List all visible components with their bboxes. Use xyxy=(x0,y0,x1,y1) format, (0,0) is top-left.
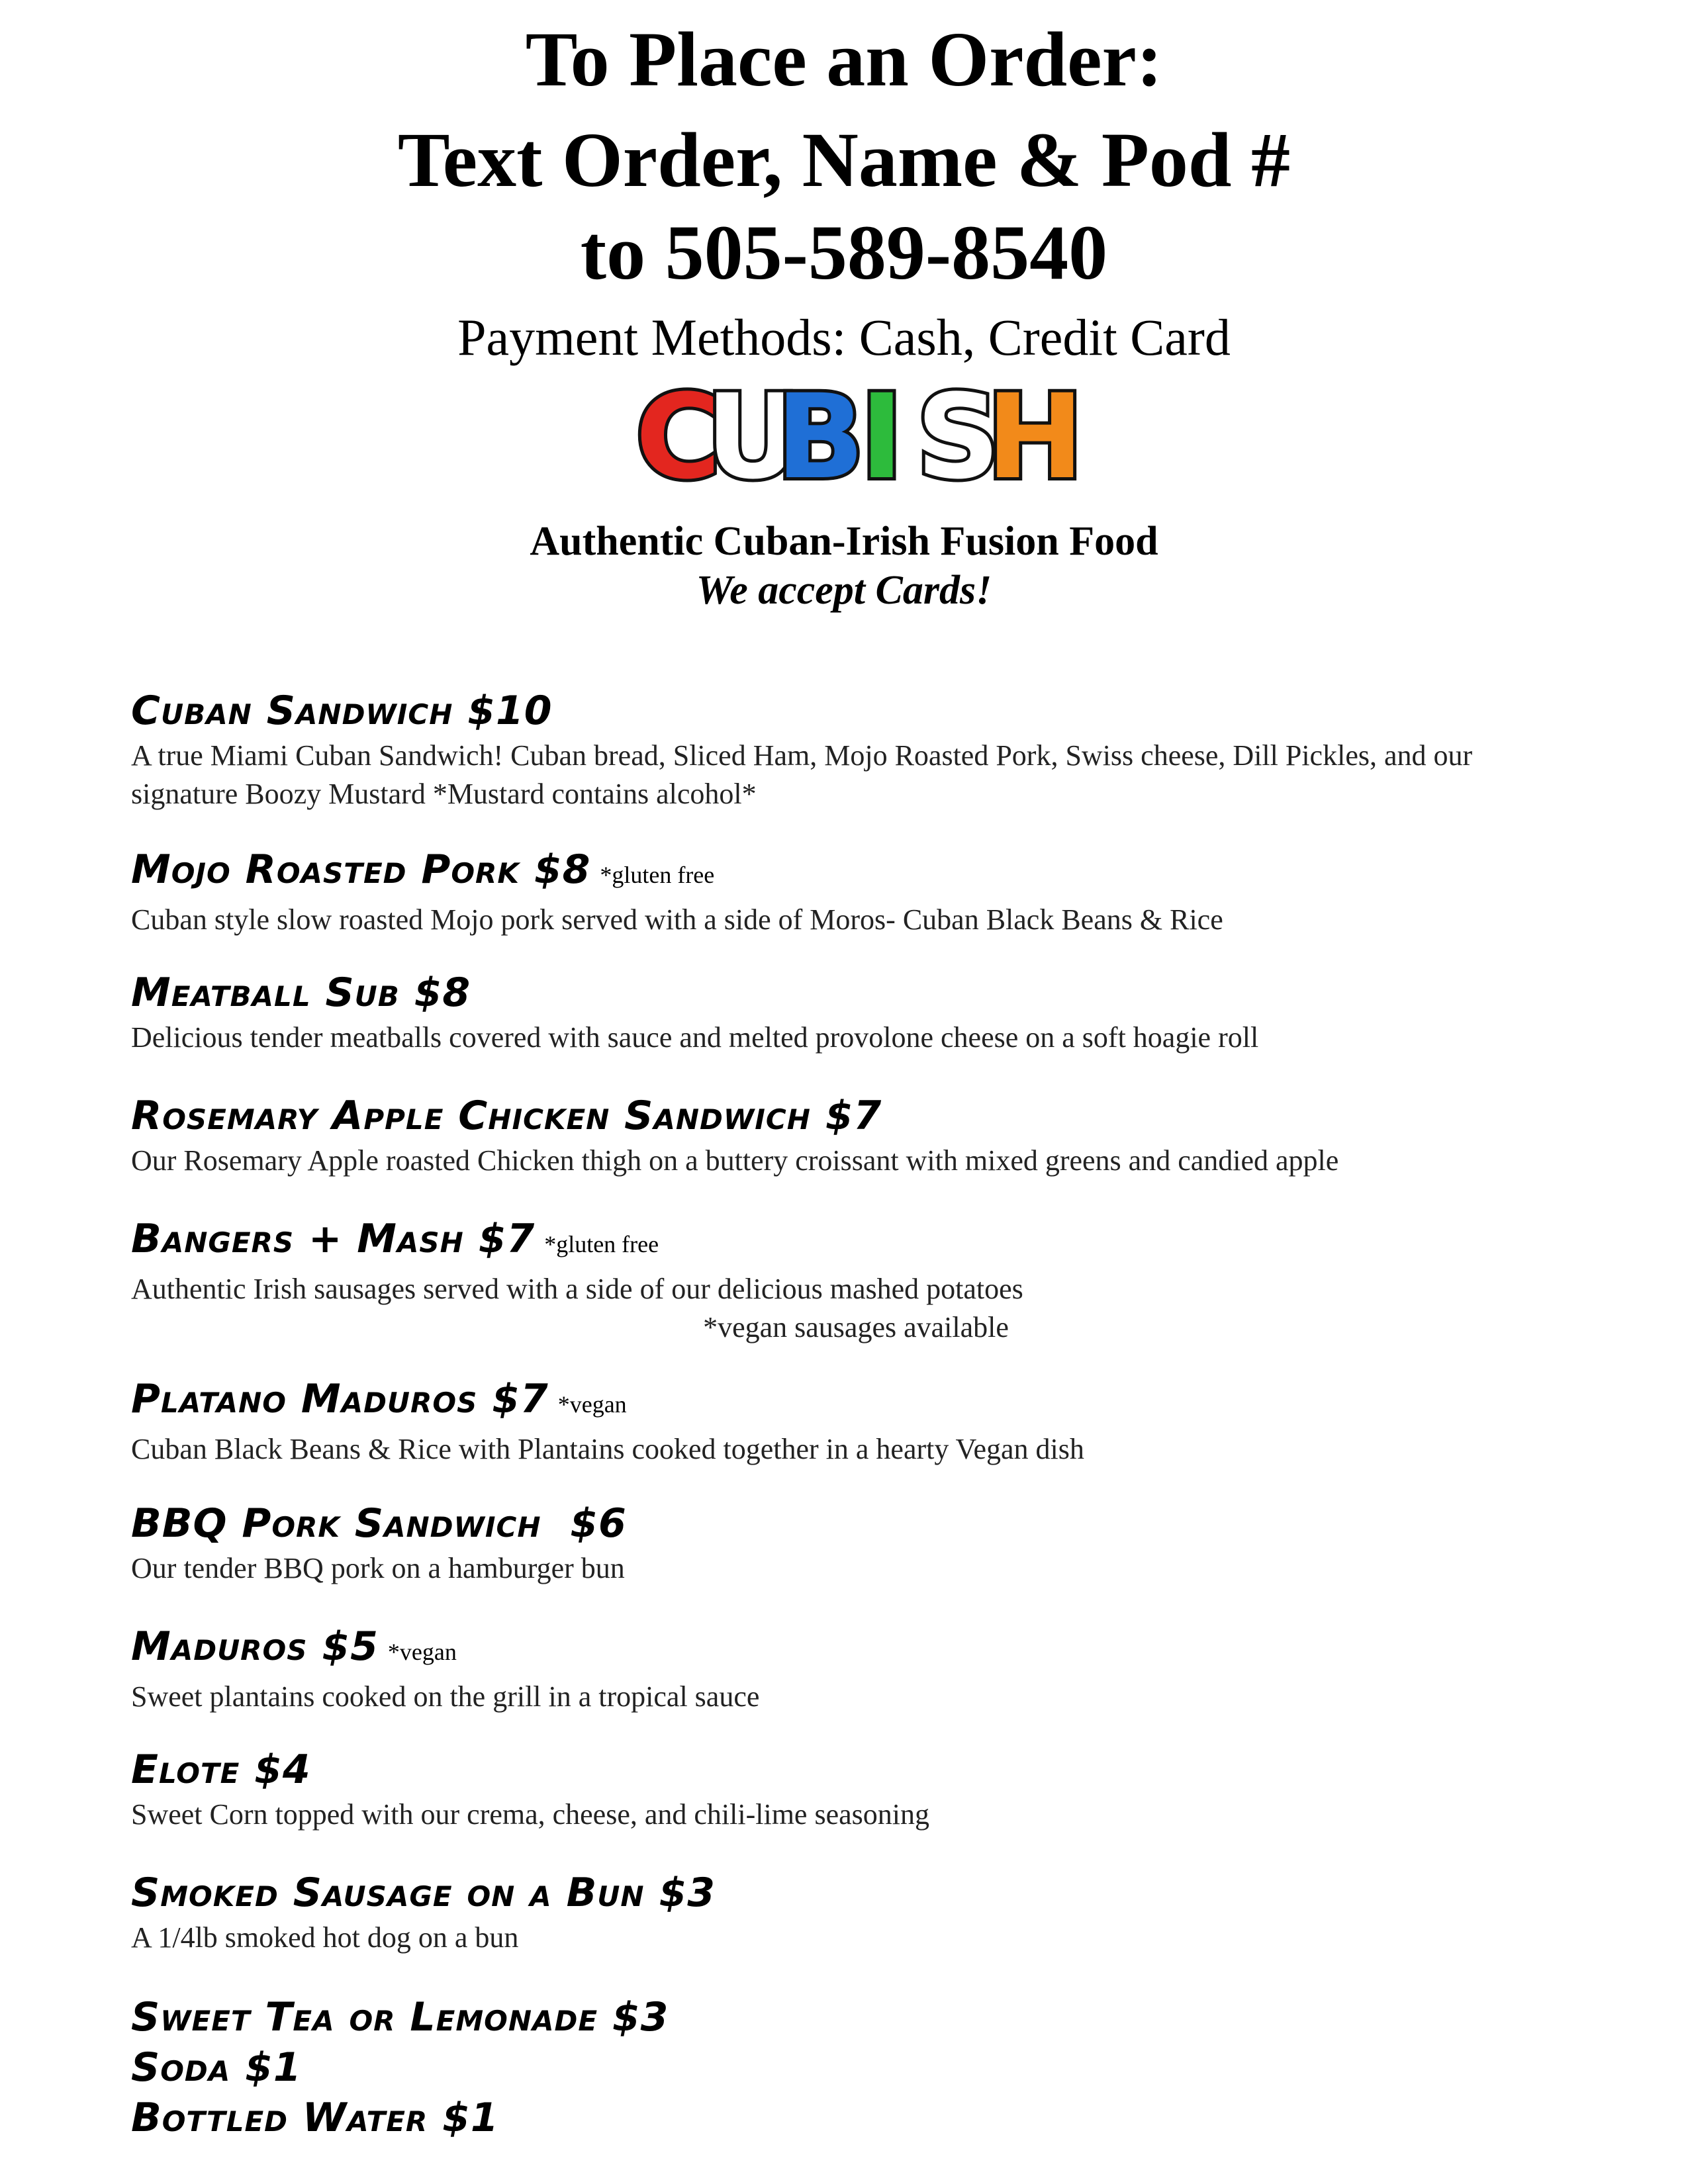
menu-item-maduros xyxy=(131,1621,1614,1715)
menu-item-description-2: *vegan sausages available xyxy=(703,1311,1009,1343)
menu-item-rosemary-apple-chicken xyxy=(131,1091,1614,1179)
logo-letter-h: H xyxy=(986,369,1084,505)
menu-item-title: Meatball Sub $8 xyxy=(131,970,471,1016)
menu-item-title: Elote $4 xyxy=(131,1747,311,1793)
menu-item-title: Bangers + Mash $7 xyxy=(131,1216,536,1262)
drink-item: Sweet Tea or Lemonade $3 xyxy=(131,1994,669,2040)
menu-item-description: Our tender BBQ pork on a hamburger bun xyxy=(131,1552,625,1584)
menu-item-title: BBQ Pork Sandwich $6 xyxy=(131,1500,627,1547)
menu-item-bangers-mash xyxy=(131,1214,1614,1346)
dietary-note: *vegan xyxy=(387,1639,457,1665)
drink-item: Bottled Water $1 xyxy=(131,2095,499,2141)
menu-item-description: Cuban Black Beans & Rice with Plantains cooked together in a hearty Vegan dish xyxy=(131,1433,1084,1465)
menu-item-description: Our Rosemary Apple roasted Chicken thigh on a buttery croissant with mixed greens and candied apple xyxy=(131,1144,1339,1177)
menu-item-elote xyxy=(131,1745,1614,1833)
logo-letter-b: B xyxy=(776,369,865,505)
logo-letter-s: S xyxy=(916,369,1000,505)
menu-item-description: A 1/4lb smoked hot dog on a bun xyxy=(131,1921,519,1954)
menu-item-platano-maduros xyxy=(131,1374,1614,1468)
drinks-list xyxy=(131,1992,1614,2143)
cubish-logo xyxy=(626,369,1084,505)
menu-item-description-2: signature Boozy Mustard *Mustard contains alcohol* xyxy=(131,778,757,810)
cards-accepted-note: We accept Cards! xyxy=(696,568,992,613)
menu-item-title: Cuban Sandwich $10 xyxy=(131,688,553,734)
menu-item-smoked-sausage xyxy=(131,1868,1614,1956)
menu-item-cuban-sandwich xyxy=(131,686,1614,813)
logo-letter-c: C xyxy=(635,369,722,505)
logo-letter-i: I xyxy=(860,369,904,505)
menu-item-description: Sweet plantains cooked on the grill in a tropical sauce xyxy=(131,1680,760,1713)
menu-item-description: A true Miami Cuban Sandwich! Cuban bread, Sliced Ham, Mojo Roasted Pork, Swiss cheese, Dill Pickles, and our xyxy=(131,739,1473,772)
menu-item-meatball-sub xyxy=(131,968,1614,1056)
menu-item-title: Smoked Sausage on a Bun $3 xyxy=(131,1870,716,1916)
menu-item-description: Delicious tender meatballs covered with sauce and melted provolone cheese on a soft hoagie roll xyxy=(131,1021,1259,1054)
tagline: Authentic Cuban-Irish Fusion Food xyxy=(530,519,1158,564)
order-heading: To Place an Order: xyxy=(525,16,1163,103)
drink-item: Soda $1 xyxy=(131,2044,302,2091)
payment-methods: Payment Methods: Cash, Credit Card xyxy=(457,308,1231,366)
dietary-note: *vegan xyxy=(557,1391,627,1418)
menu-item-title: Maduros $5 xyxy=(131,1623,379,1670)
menu-item-description: Cuban style slow roasted Mojo pork served with a side of Moros- Cuban Black Beans & Rice xyxy=(131,903,1223,936)
menu-item-description: Authentic Irish sausages served with a side of our delicious mashed potatoes xyxy=(131,1273,1023,1305)
logo-letter-u: U xyxy=(706,369,800,505)
order-instructions: Text Order, Name & Pod # xyxy=(397,116,1291,203)
menu-item-description: Sweet Corn topped with our crema, cheese, and chili-lime seasoning xyxy=(131,1798,929,1831)
phone-number: to 505-589-8540 xyxy=(580,209,1108,296)
menu-item-bbq-pork-sandwich xyxy=(131,1498,1614,1587)
dietary-note: *gluten free xyxy=(600,862,715,888)
menu-item-title: Mojo Roasted Pork $8 xyxy=(131,846,591,893)
menu-item-title: Platano Maduros $7 xyxy=(131,1376,549,1422)
menu-item-title: Rosemary Apple Chicken Sandwich $7 xyxy=(131,1093,882,1139)
dietary-note: *gluten free xyxy=(544,1231,659,1257)
menu-item-mojo-roasted-pork xyxy=(131,844,1614,938)
